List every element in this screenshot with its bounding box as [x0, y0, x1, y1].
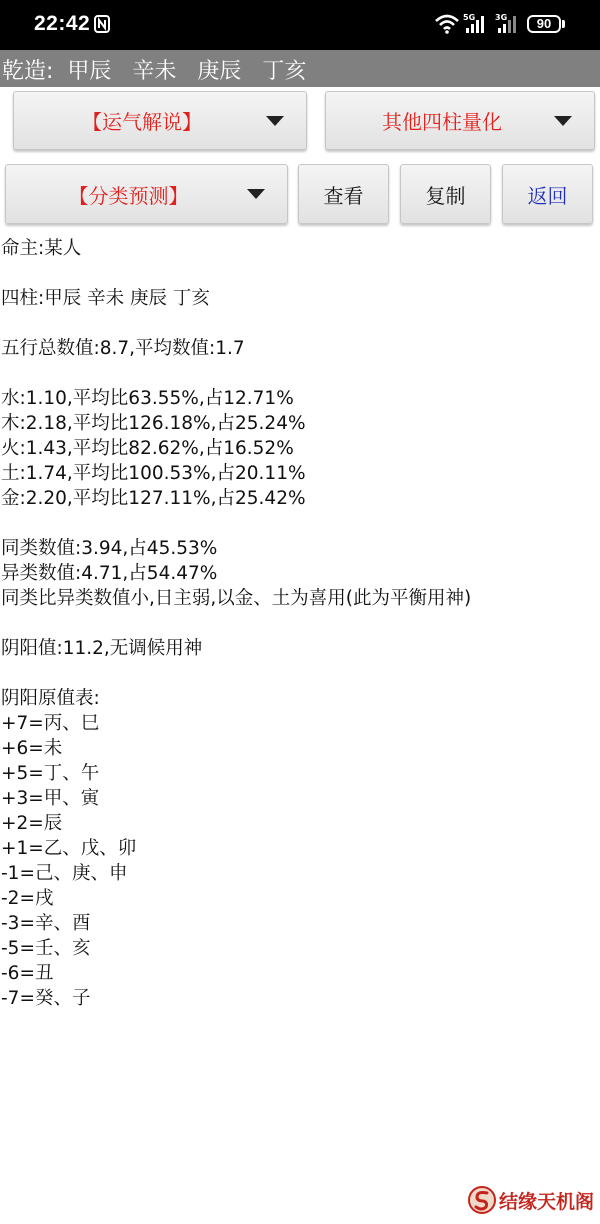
- result-line: -5=壬、亥: [1, 938, 91, 959]
- watermark-text: 结缘天机阁: [498, 1190, 594, 1213]
- result-line: [1, 511, 599, 536]
- result-line: 土:1.74,平均比100.53%,占20.11%: [1, 463, 306, 484]
- result-line: 水:1.10,平均比63.55%,占12.71%: [1, 388, 294, 409]
- result-line: [1, 661, 599, 686]
- quantify-label: 其他四柱量化: [382, 110, 502, 134]
- category-predict-label: 【分类预测】: [68, 183, 189, 208]
- battery-level: 90: [536, 16, 552, 31]
- fortune-explain-label: 【运气解说】: [82, 110, 202, 134]
- wifi-icon: [435, 14, 459, 34]
- result-line: +7=丙、巳: [1, 713, 100, 734]
- status-time: 22:42: [34, 12, 91, 35]
- cell-signal-2-icon: [498, 14, 520, 34]
- chart-title: 乾造: 甲辰 辛未 庚辰 丁亥: [2, 59, 307, 84]
- chevron-down-icon: [247, 189, 265, 199]
- result-line: +1=乙、戊、卯: [1, 838, 137, 859]
- result-line: 四柱:甲辰 辛未 庚辰 丁亥: [1, 288, 210, 309]
- chevron-down-icon: [266, 116, 284, 126]
- battery-icon: [527, 15, 561, 33]
- result-line: -2=戌: [1, 888, 54, 909]
- result-line: 金:2.20,平均比127.11%,占25.42%: [1, 488, 306, 509]
- category-predict-dropdown[interactable]: [5, 164, 288, 224]
- result-text-area: [1, 236, 599, 1011]
- result-line: -3=辛、酉: [1, 913, 91, 934]
- battery-tip: [562, 20, 565, 28]
- result-line: +5=丁、午: [1, 763, 100, 784]
- result-line: +6=未: [1, 738, 63, 759]
- view-button[interactable]: [298, 164, 389, 224]
- nfc-icon: [94, 15, 110, 33]
- result-line: +2=辰: [1, 813, 63, 834]
- copy-button-label: 复制: [425, 183, 466, 208]
- watermark-logo-icon: [467, 1185, 497, 1215]
- chevron-down-icon: [554, 116, 572, 126]
- result-line: [1, 611, 599, 636]
- result-line: -6=丑: [1, 963, 54, 984]
- result-line: 同类数值:3.94,占45.53%: [1, 538, 218, 559]
- result-line: 阴阳原值表:: [1, 688, 100, 709]
- result-line: [1, 361, 599, 386]
- result-line: [1, 311, 599, 336]
- back-button-label: 返回: [527, 183, 568, 208]
- result-line: 同类比异类数值小,日主弱,以金、土为喜用(此为平衡用神): [1, 588, 472, 609]
- fortune-explain-dropdown[interactable]: [13, 91, 307, 150]
- result-line: 五行总数值:8.7,平均数值:1.7: [1, 338, 245, 359]
- result-line: 异类数值:4.71,占54.47%: [1, 563, 218, 584]
- result-line: 命主:某人: [1, 238, 82, 259]
- result-line: 火:1.43,平均比82.62%,占16.52%: [1, 438, 294, 459]
- status-bar: [0, 0, 600, 50]
- result-line: -1=己、庚、申: [1, 863, 128, 884]
- result-line: -7=癸、子: [1, 988, 91, 1009]
- result-line: 阴阳值:11.2,无调候用神: [1, 638, 203, 659]
- result-line: 木:2.18,平均比126.18%,占25.24%: [1, 413, 306, 434]
- result-line: +3=甲、寅: [1, 788, 100, 809]
- sim1-network-label: 5G: [463, 13, 476, 22]
- sim2-network-label: 3G: [495, 13, 508, 22]
- watermark: [467, 1184, 594, 1216]
- quantify-dropdown[interactable]: [325, 91, 595, 150]
- result-line: [1, 261, 599, 286]
- back-button[interactable]: [502, 164, 593, 224]
- copy-button[interactable]: [400, 164, 491, 224]
- cell-signal-1-icon: [466, 14, 488, 34]
- title-bar: [0, 50, 600, 87]
- view-button-label: 查看: [323, 183, 364, 208]
